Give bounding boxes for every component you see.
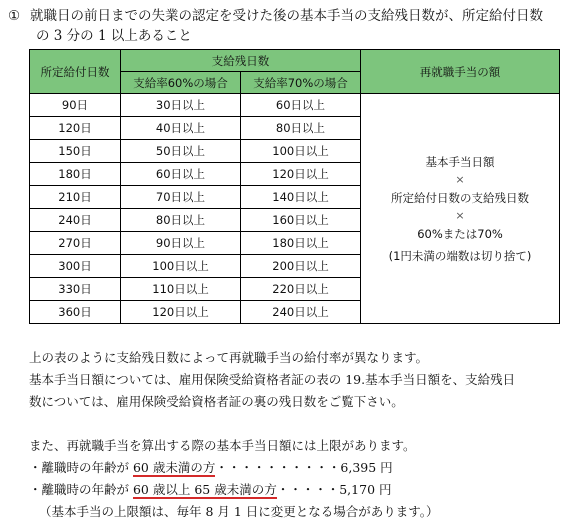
table-row bbox=[30, 94, 560, 117]
explanation-line3: 数については、雇用保険受給資格者証の裏の残日数をご覧下さい。 bbox=[29, 394, 404, 409]
limit1-amount: 6,395 円 bbox=[340, 460, 393, 475]
limit2-amount: 5,170 円 bbox=[339, 482, 392, 497]
cell-days: 210日 bbox=[30, 186, 121, 209]
cell-days: 300日 bbox=[30, 255, 121, 278]
cell-rate60: 110日以上 bbox=[121, 278, 241, 301]
header-days: 所定給付日数 bbox=[30, 50, 121, 94]
multiply-sign: × bbox=[455, 208, 465, 222]
explanation-line2: 基本手当日額については、雇用保険受給資格者証の表の 19.基本手当日額を、支給残日 bbox=[29, 372, 516, 387]
cell-days: 270日 bbox=[30, 232, 121, 255]
cell-rate70: 80日以上 bbox=[241, 117, 361, 140]
formula-cell bbox=[361, 94, 560, 324]
condition-text bbox=[8, 6, 543, 46]
limit2-dots: ・・・・・ bbox=[276, 482, 340, 497]
cell-rate70: 200日以上 bbox=[241, 255, 361, 278]
header-remaining: 支給残日数 bbox=[121, 50, 361, 72]
cell-rate70: 240日以上 bbox=[241, 301, 361, 324]
cell-rate60: 100日以上 bbox=[121, 255, 241, 278]
limit-paragraph bbox=[29, 435, 439, 523]
formula-line2: 所定給付日数の支給残日数 bbox=[391, 190, 529, 205]
cell-rate60: 90日以上 bbox=[121, 232, 241, 255]
cell-rate60: 30日以上 bbox=[121, 94, 241, 117]
cell-days: 360日 bbox=[30, 301, 121, 324]
cell-days: 90日 bbox=[30, 94, 121, 117]
header-rate70: 支給率70%の場合 bbox=[241, 72, 361, 94]
cell-days: 180日 bbox=[30, 163, 121, 186]
cell-days: 120日 bbox=[30, 117, 121, 140]
cell-rate60: 60日以上 bbox=[121, 163, 241, 186]
limit-intro: また、再就職手当を算出する際の基本手当日額には上限があります。 bbox=[29, 438, 416, 453]
cell-days: 240日 bbox=[30, 209, 121, 232]
limit1-age: 60 歳未満の方 bbox=[132, 460, 216, 475]
cell-rate70: 160日以上 bbox=[241, 209, 361, 232]
limit-60to65 bbox=[29, 479, 439, 501]
formula-line4: (1円未満の端数は切り捨て) bbox=[388, 248, 532, 263]
limit1-dots: ・・・・・・・・・・ bbox=[215, 460, 341, 475]
multiply-sign: × bbox=[455, 172, 465, 186]
cell-rate70: 60日以上 bbox=[241, 94, 361, 117]
cell-rate70: 140日以上 bbox=[241, 186, 361, 209]
cell-rate60: 50日以上 bbox=[121, 140, 241, 163]
limit1-prefix: ・離職時の年齢が bbox=[29, 460, 133, 475]
limit-under60 bbox=[29, 457, 439, 479]
condition-line1: 就職日の前日までの失業の認定を受けた後の基本手当の支給残日数が、所定給付日数 bbox=[30, 8, 543, 24]
header-amount: 再就職手当の額 bbox=[361, 50, 560, 94]
header-rate60: 支給率60%の場合 bbox=[121, 72, 241, 94]
cell-days: 330日 bbox=[30, 278, 121, 301]
cell-rate60: 40日以上 bbox=[121, 117, 241, 140]
condition-number: ① bbox=[8, 8, 21, 24]
limit-note: （基本手当の上限額は、毎年 8 月 1 日に変更となる場合があります。） bbox=[39, 504, 439, 519]
formula-line1: 基本手当日額 bbox=[425, 154, 495, 169]
cell-rate60: 120日以上 bbox=[121, 301, 241, 324]
cell-rate70: 180日以上 bbox=[241, 232, 361, 255]
cell-rate70: 100日以上 bbox=[241, 140, 361, 163]
cell-rate60: 80日以上 bbox=[121, 209, 241, 232]
benefit-table bbox=[29, 49, 560, 324]
limit2-age: 60 歳以上 65 歳未満の方 bbox=[132, 482, 277, 497]
cell-rate60: 70日以上 bbox=[121, 186, 241, 209]
explanation-paragraph bbox=[29, 347, 515, 413]
limit2-prefix: ・離職時の年齢が bbox=[29, 482, 133, 497]
explanation-line1: 上の表のように支給残日数によって再就職手当の給付率が異なります。 bbox=[29, 350, 429, 365]
cell-rate70: 120日以上 bbox=[241, 163, 361, 186]
cell-days: 150日 bbox=[30, 140, 121, 163]
formula-line3: 60%または70% bbox=[417, 226, 503, 241]
cell-rate70: 220日以上 bbox=[241, 278, 361, 301]
condition-line2: の 3 分の 1 以上あること bbox=[36, 28, 192, 44]
